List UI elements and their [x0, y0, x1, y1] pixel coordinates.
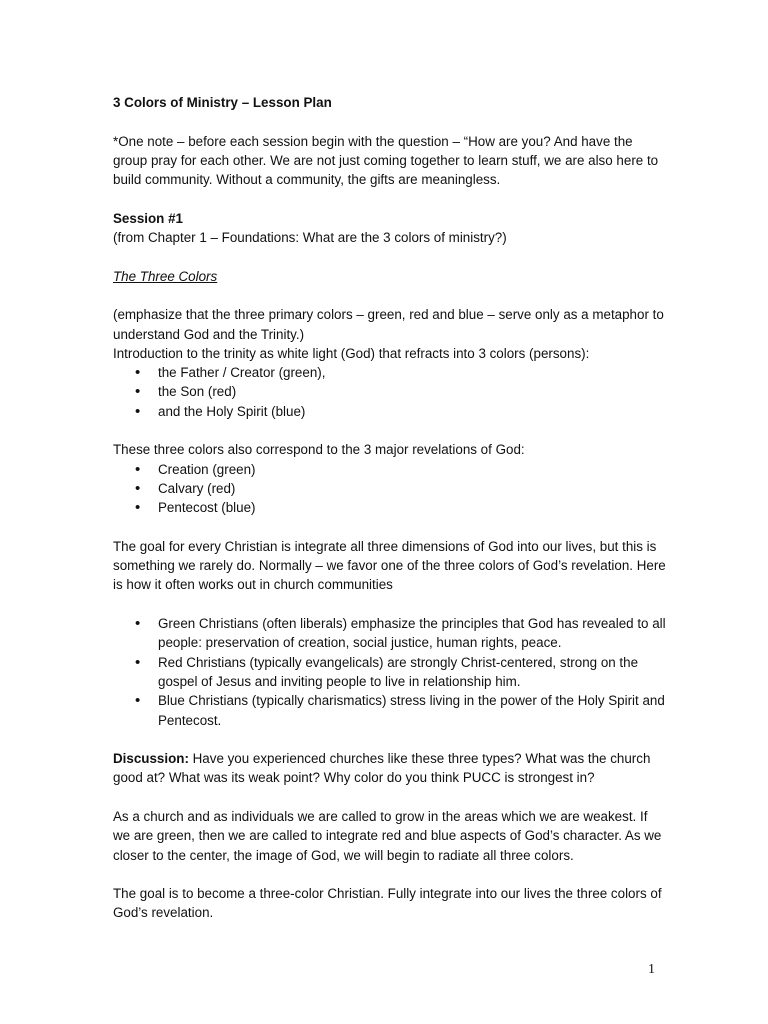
list-item: • Red Christians (typically evangelicals) are strongly Christ-centered, strong on the gospel of Jesus and inviting people to live in relationship him. [158, 653, 668, 692]
session-block [113, 209, 668, 248]
discussion-text: Have you experienced churches like these three types? What was the church good at? What was its weak point? Why color do you think PUCC is strongest in? [113, 751, 651, 786]
list-item: • and the Holy Spirit (blue) [158, 402, 668, 421]
list-item: • the Father / Creator (green), [158, 363, 668, 382]
list-item: • Creation (green) [158, 460, 668, 479]
final-goal-paragraph: The goal is to become a three-color Christian. Fully integrate into our lives the three colors of God’s revelation. [113, 886, 662, 921]
list-item: • Calvary (red) [158, 479, 668, 498]
list-item: • Blue Christians (typically charismatics) stress living in the power of the Holy Spirit and Pentecost. [158, 691, 668, 730]
session-subtitle: (from Chapter 1 – Foundations: What are the 3 colors of ministry?) [113, 230, 507, 246]
christian-types-list [113, 614, 668, 730]
list-item: • Green Christians (often liberals) emphasize the principles that God has revealed to all people: preservation of creation, social justice, human rights, peace. [158, 614, 668, 653]
persons-list [113, 363, 668, 421]
discussion-label: Discussion: [113, 751, 189, 767]
trinity-intro: Introduction to the trinity as white light (God) that refracts into 3 colors (persons): [113, 345, 590, 361]
page-number: 1 [648, 962, 655, 977]
session-note: *One note – before each session begin with the question – “How are you? And have the group pray for each other. We are not just coming together to learn stuff, we are also here to build community. Without a community, the gifts are meaningless. [113, 133, 659, 188]
document-title: 3 Colors of Ministry – Lesson Plan [113, 95, 332, 110]
session-heading: Session #1 [113, 210, 183, 226]
goal-paragraph: The goal for every Christian is integrate all three dimensions of God into our lives, but this is something we rarely do. Normally – we favor one of the three colors of God’s revelation. Here is how it often works out in church communities [113, 538, 666, 593]
section-title [113, 267, 668, 286]
discussion-paragraph [113, 749, 668, 788]
emphasize-note: (emphasize that the three primary colors – green, red and blue – serve only as a metaphor to understand God and the Trinity.) [113, 307, 664, 342]
revelations-list [113, 460, 668, 518]
grow-paragraph: As a church and as individuals we are called to grow in the areas which we are weakest. If we are green, then we are called to integrate red and blue aspects of God’s character. As we closer to the center, the image of God, we will begin to radiate all three colors. [113, 808, 662, 863]
list-item: • Pentecost (blue) [158, 498, 668, 517]
list-item: • the Son (red) [158, 382, 668, 401]
section-title-text: The Three Colors [113, 268, 218, 284]
revelations-intro: These three colors also correspond to the 3 major revelations of God: [113, 442, 525, 458]
